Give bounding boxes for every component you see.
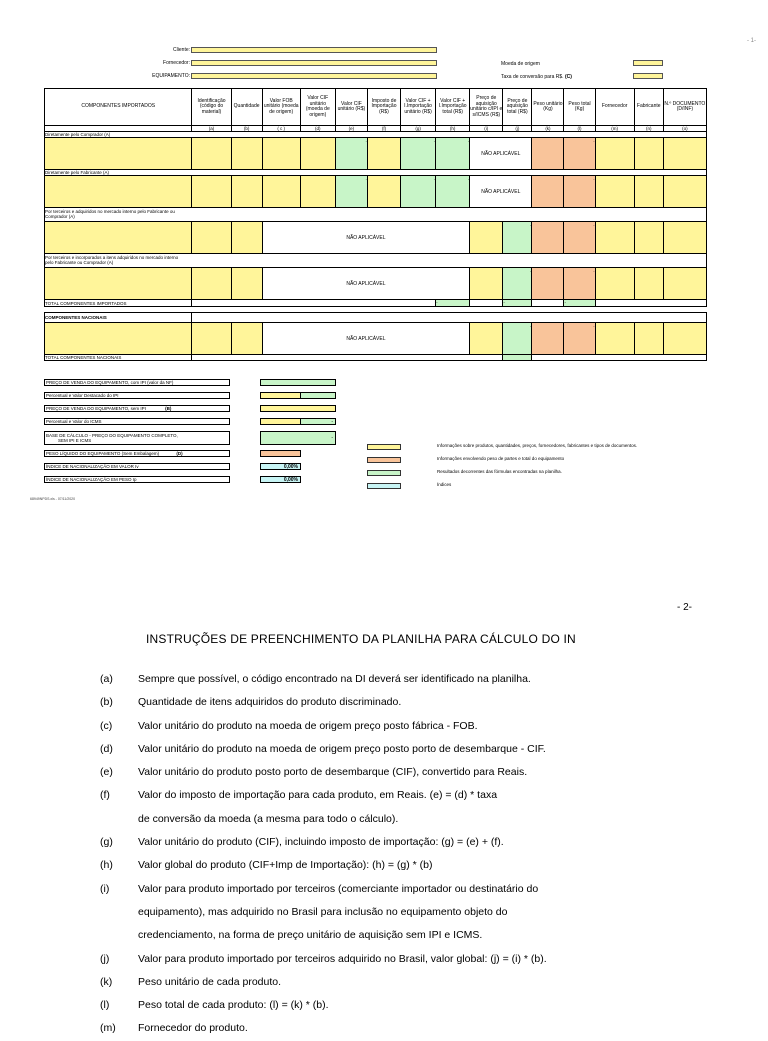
instruction-key: (e) — [100, 766, 113, 779]
instruction-item — [96, 948, 656, 971]
peso-code: (D) — [176, 451, 183, 456]
calc-cell: - — [564, 323, 595, 355]
instruction-line: Valor unitário do produto na moeda de origem preço posto porto de desembarque - CIF. — [138, 742, 546, 755]
col-header: Preço de aquisição total (R$) — [503, 89, 532, 126]
taxa-field[interactable] — [633, 73, 663, 79]
instruction-line: de conversão da moeda (a mesma para todo o cálculo). — [138, 812, 399, 825]
peso-label — [44, 450, 230, 457]
instruction-item — [96, 994, 656, 1017]
legend-orange-text: Informações envolvendo peso de partes e total do equipamento — [437, 456, 565, 461]
preco-sem-code: (B) — [165, 406, 172, 411]
cell[interactable] — [45, 323, 192, 355]
col-header: Quantidade — [231, 89, 262, 126]
base-line-2: SEM IPI E ICMS — [58, 438, 92, 443]
instruction-item — [96, 854, 656, 877]
cell[interactable] — [300, 138, 335, 170]
col-code: (e) — [335, 126, 367, 132]
cell[interactable] — [634, 138, 663, 170]
na-cell: NÃO APLICÁVEL — [470, 176, 532, 208]
instruction-key: (k) — [100, 975, 113, 988]
instruction-item — [96, 715, 656, 738]
table-row — [45, 138, 707, 170]
cliente-field[interactable] — [191, 47, 437, 53]
instruction-item — [96, 971, 656, 994]
page-1-number: - 1- — [747, 38, 756, 44]
instruction-text — [138, 878, 656, 948]
instruction-key: (f) — [100, 789, 110, 802]
col-code: (i) — [470, 126, 503, 132]
instructions-list — [96, 668, 656, 1041]
instruction-line: Valor unitário do produto na moeda de origem preço posto fábrica - FOB. — [138, 719, 478, 732]
legend-green-text: Resultados decorrentes das fórmulas encontradas na planilha. — [437, 469, 562, 474]
instruction-line: Valor do imposto de importação para cada produto, em Reais. (e) = (d) * taxa — [138, 789, 498, 802]
col-header: Fabricante — [634, 89, 663, 126]
cell[interactable] — [367, 176, 400, 208]
cell[interactable] — [663, 323, 706, 355]
header-row — [45, 89, 707, 126]
cell[interactable] — [45, 268, 192, 300]
na-cell: NÃO APLICÁVEL — [470, 138, 532, 170]
preco-sem-text: PREÇO DE VENDA DO EQUIPAMENTO, sem IPI — [46, 406, 146, 411]
section-comprador: Diretamente pelo Comprador (A) — [45, 132, 707, 138]
section-terceiros: Por terceiros e adquiridos no mercado interno pelo Fabricante ou Comprador (A) — [45, 208, 707, 222]
cell[interactable] — [532, 176, 564, 208]
peso-text: PESO LÍQUIDO DO EQUIPAMENTO (Sem Embalagem) — [46, 451, 160, 456]
preco-ipi-value — [260, 379, 336, 386]
col-header: Valor CIF + I.Importação total (R$) — [436, 89, 470, 126]
instruction-text — [138, 691, 656, 714]
instruction-key: (j) — [100, 952, 110, 965]
calc-cell: - — [564, 300, 595, 307]
na-cell: NÃO APLICÁVEL — [262, 323, 470, 355]
cell[interactable] — [634, 222, 663, 254]
section-fabricante: Diretamente pelo Fabricante (A) — [45, 170, 707, 176]
col-code: (g) — [401, 126, 436, 132]
instruction-line: Fornecedor do produto. — [138, 1022, 248, 1035]
cliente-label: Cliente: — [173, 47, 190, 53]
perc-ipi-field[interactable] — [260, 392, 301, 399]
components-table — [44, 88, 707, 361]
cell[interactable] — [532, 138, 564, 170]
col-header: Valor CIF unitário (R$) — [335, 89, 367, 126]
page-2-number: - 2- — [677, 602, 692, 613]
cell[interactable] — [595, 268, 634, 300]
instruction-text — [138, 1017, 656, 1040]
cell[interactable] — [45, 138, 192, 170]
cell[interactable] — [231, 138, 262, 170]
instruction-item — [96, 738, 656, 761]
total-imported-row — [45, 300, 707, 307]
equipamento-label: EQUIPAMENTO: — [152, 73, 190, 79]
cell[interactable] — [231, 176, 262, 208]
indice-valor-label: ÍNDICE DE NACIONALIZAÇÃO EM VALOR Iv — [44, 463, 230, 470]
indice-peso-label: ÍNDICE DE NACIONALIZAÇÃO EM PESO Ip — [44, 476, 230, 483]
col-code: (d) — [300, 126, 335, 132]
instruction-item — [96, 784, 656, 831]
calc-cell: - — [401, 176, 436, 208]
taxa-code: (C) — [564, 74, 572, 80]
preco-sem-field[interactable] — [260, 405, 336, 412]
cell[interactable] — [634, 323, 663, 355]
cell[interactable] — [192, 222, 231, 254]
perc-icms-label: Percentual e Valor do ICMS — [44, 418, 230, 425]
col-code: (m) — [595, 126, 634, 132]
cell[interactable] — [595, 222, 634, 254]
moeda-label: Moeda de origem — [501, 61, 540, 67]
col-code: (a) — [192, 126, 231, 132]
peso-field[interactable] — [260, 450, 301, 457]
cell[interactable] — [45, 176, 192, 208]
cell[interactable] — [470, 268, 503, 300]
cell[interactable] — [663, 268, 706, 300]
cell[interactable] — [634, 268, 663, 300]
instruction-text — [138, 715, 656, 738]
na-cell: NÃO APLICÁVEL — [262, 268, 470, 300]
calc-cell: - — [564, 268, 595, 300]
legend-cyan-swatch — [367, 483, 401, 489]
calc-cell: - — [436, 300, 470, 307]
section-row — [45, 208, 707, 222]
perc-icms-value: - — [300, 418, 336, 425]
cell[interactable] — [231, 268, 262, 300]
cell[interactable] — [532, 222, 564, 254]
fornecedor-label: Fornecedor: — [163, 60, 190, 66]
col-code: (h) — [436, 126, 470, 132]
cell[interactable] — [595, 138, 634, 170]
fornecedor-field[interactable] — [191, 60, 437, 66]
cell[interactable] — [192, 176, 231, 208]
instruction-text — [138, 994, 656, 1017]
instruction-item — [96, 1017, 656, 1040]
col-code: (b) — [231, 126, 262, 132]
preco-ipi-label: PREÇO DE VENDA DO EQUIPAMENTO, com IPI (valor da NF) — [44, 379, 230, 386]
cell[interactable] — [663, 222, 706, 254]
calc-cell: - — [335, 138, 367, 170]
calc-cell: - — [564, 222, 595, 254]
cell[interactable] — [532, 323, 564, 355]
instruction-item — [96, 831, 656, 854]
legend-green-swatch — [367, 470, 401, 476]
col-header: Valor CIF unitário (moeda de origem) — [300, 89, 335, 126]
instruction-key: (m) — [100, 1022, 116, 1035]
cell[interactable] — [663, 176, 706, 208]
instruction-text — [138, 854, 656, 877]
col-code: (l) — [564, 126, 595, 132]
col-header: Valor FOB unitário (moeda de origem) — [262, 89, 300, 126]
section-incorporados: Por terceiros e incorporados a itens adquiridos no mercado interno pelo Fabricante ou Comprador (A) — [45, 254, 707, 268]
cell[interactable] — [192, 138, 231, 170]
calc-cell: - — [335, 176, 367, 208]
cell[interactable] — [192, 268, 231, 300]
indice-peso-value: 0,00% — [260, 476, 301, 483]
instruction-text — [138, 831, 656, 854]
calc-cell: - — [564, 138, 595, 170]
col-code: (f) — [367, 126, 400, 132]
instruction-line: Peso unitário de cada produto. — [138, 975, 282, 988]
instruction-line: Valor unitário do produto (CIF), incluindo imposto de importação: (g) = (e) + (f). — [138, 836, 504, 849]
cell[interactable] — [470, 323, 503, 355]
instruction-item — [96, 668, 656, 691]
col-code: (o) — [663, 126, 706, 132]
instruction-item — [96, 761, 656, 784]
calc-cell: - — [503, 300, 532, 307]
col-code: (j) — [503, 126, 532, 132]
taxa-label — [501, 74, 572, 80]
moeda-field[interactable] — [633, 60, 663, 66]
instruction-text — [138, 948, 656, 971]
preco-sem-label — [44, 405, 230, 412]
cell[interactable] — [595, 323, 634, 355]
instruction-key: (g) — [100, 836, 113, 849]
base-value: - — [260, 431, 336, 445]
col-header: Imposto de Importação (R$) — [367, 89, 400, 126]
calc-cell: - — [564, 176, 595, 208]
instruction-line: Valor unitário do produto posto porto de desembarque (CIF), convertido para Reais. — [138, 766, 528, 779]
calc-cell: - — [436, 176, 470, 208]
instruction-line: credenciamento, na forma de preço unitário de aquisição sem IPI e ICMS. — [138, 929, 483, 942]
legend-cyan-text: Índices — [437, 482, 452, 487]
col-code: (k) — [532, 126, 564, 132]
cell[interactable] — [262, 176, 300, 208]
total-national-label: TOTAL COMPONENTES NACIONAIS — [45, 355, 192, 361]
calc-cell: - — [436, 138, 470, 170]
base-line-1: BASE DE CÁLCULO - PREÇO DO EQUIPAMENTO COMPLETO, — [46, 433, 178, 438]
col-header: Peso total (Kg) — [564, 89, 595, 126]
section-nacionais: COMPONENTES NACIONAIS — [45, 313, 192, 323]
perc-icms-field[interactable] — [260, 418, 301, 425]
cell[interactable] — [262, 138, 300, 170]
instruction-key: (l) — [100, 999, 110, 1012]
cell[interactable] — [367, 138, 400, 170]
cell[interactable] — [300, 176, 335, 208]
instruction-key: (a) — [100, 673, 113, 685]
calc-cell: - — [401, 138, 436, 170]
col-header: N.º DOCUMENTO (D/INF) — [663, 89, 706, 126]
calc-cell: - — [503, 222, 532, 254]
instruction-line: Peso total de cada produto: (l) = (k) * (b). — [138, 999, 329, 1012]
cell[interactable] — [45, 222, 192, 254]
instruction-item — [96, 691, 656, 714]
cell[interactable] — [192, 323, 231, 355]
calc-cell: - — [503, 268, 532, 300]
col-code: (n) — [634, 126, 663, 132]
instruction-line: Valor para produto importado por terceiros adquirido no Brasil, valor global: (j) = (i) * (b). — [138, 952, 547, 965]
legend-yellow-text: Informações sobre produtos, quantidades, preços, fornecedores, fabricantes e tipos de documentos. — [437, 443, 638, 448]
equipamento-field[interactable] — [191, 73, 437, 79]
instruction-line: equipamento), mas adquirido no Brasil para inclusão no equipamento objeto do — [138, 905, 508, 918]
table-row — [45, 268, 707, 300]
section-row — [45, 313, 707, 323]
cell[interactable] — [663, 138, 706, 170]
col-header: Identificação (código do material) — [192, 89, 231, 126]
instruction-line: Sempre que possível, o código encontrado na DI deverá ser identificado na planilha. — [138, 673, 531, 685]
col-code: ( c ) — [262, 126, 300, 132]
indice-valor-value: 0,00% — [260, 463, 301, 470]
taxa-text: Taxa de conversão para R$. — [501, 74, 564, 80]
instruction-line: Valor para produto importado por terceiros (comerciante importador ou destinatário do — [138, 882, 539, 895]
cell[interactable] — [231, 222, 262, 254]
col-header: Peso unitário (Kg) — [532, 89, 564, 126]
instruction-text — [138, 668, 656, 691]
perc-ipi-label: Percentual e Valor Destacado do IPI — [44, 392, 230, 399]
instruction-text — [138, 738, 656, 761]
table-row — [45, 222, 707, 254]
cell[interactable] — [634, 176, 663, 208]
instruction-key: (c) — [100, 719, 113, 732]
col-header: Preço de aquisição unitário c/IPI e s/ICMS (R$) — [470, 89, 503, 126]
calc-cell: - — [503, 323, 532, 355]
perc-ipi-value — [300, 392, 336, 399]
instruction-line: Valor global do produto (CIF+Imp de Importação): (h) = (g) * (b) — [138, 859, 433, 872]
file-footnote: 68949NPDS.xls - 07/11/2020 — [30, 497, 76, 501]
instruction-text — [138, 971, 656, 994]
instruction-key: (b) — [100, 696, 113, 709]
col-header: COMPONENTES IMPORTADOS — [45, 89, 192, 126]
col-header: Fornecedor — [595, 89, 634, 126]
cell[interactable] — [595, 176, 634, 208]
instruction-key: (h) — [100, 859, 113, 872]
legend-yellow-swatch — [367, 444, 401, 450]
base-label — [44, 431, 230, 445]
table-row — [45, 176, 707, 208]
instruction-key: (d) — [100, 742, 113, 755]
legend-orange-swatch — [367, 457, 401, 463]
instruction-item — [96, 878, 656, 948]
total-imported-label: TOTAL COMPONENTES IMPORTADOS — [45, 300, 192, 307]
cell[interactable] — [231, 323, 262, 355]
total-national-row — [45, 355, 707, 361]
instruction-line: Quantidade de itens adquiridos do produto discriminado. — [138, 696, 402, 709]
na-cell: NÃO APLICÁVEL — [262, 222, 470, 254]
section-row — [45, 254, 707, 268]
instruction-text — [138, 784, 656, 831]
instructions-title: INSTRUÇÕES DE PREENCHIMENTO DA PLANILHA PARA CÁLCULO DO IN — [146, 632, 576, 646]
instruction-text — [138, 761, 656, 784]
table-row — [45, 323, 707, 355]
instruction-key: (i) — [100, 882, 110, 895]
cell[interactable] — [532, 268, 564, 300]
col-header: Valor CIF + I.Importação unitário (R$) — [401, 89, 436, 126]
cell[interactable] — [470, 222, 503, 254]
